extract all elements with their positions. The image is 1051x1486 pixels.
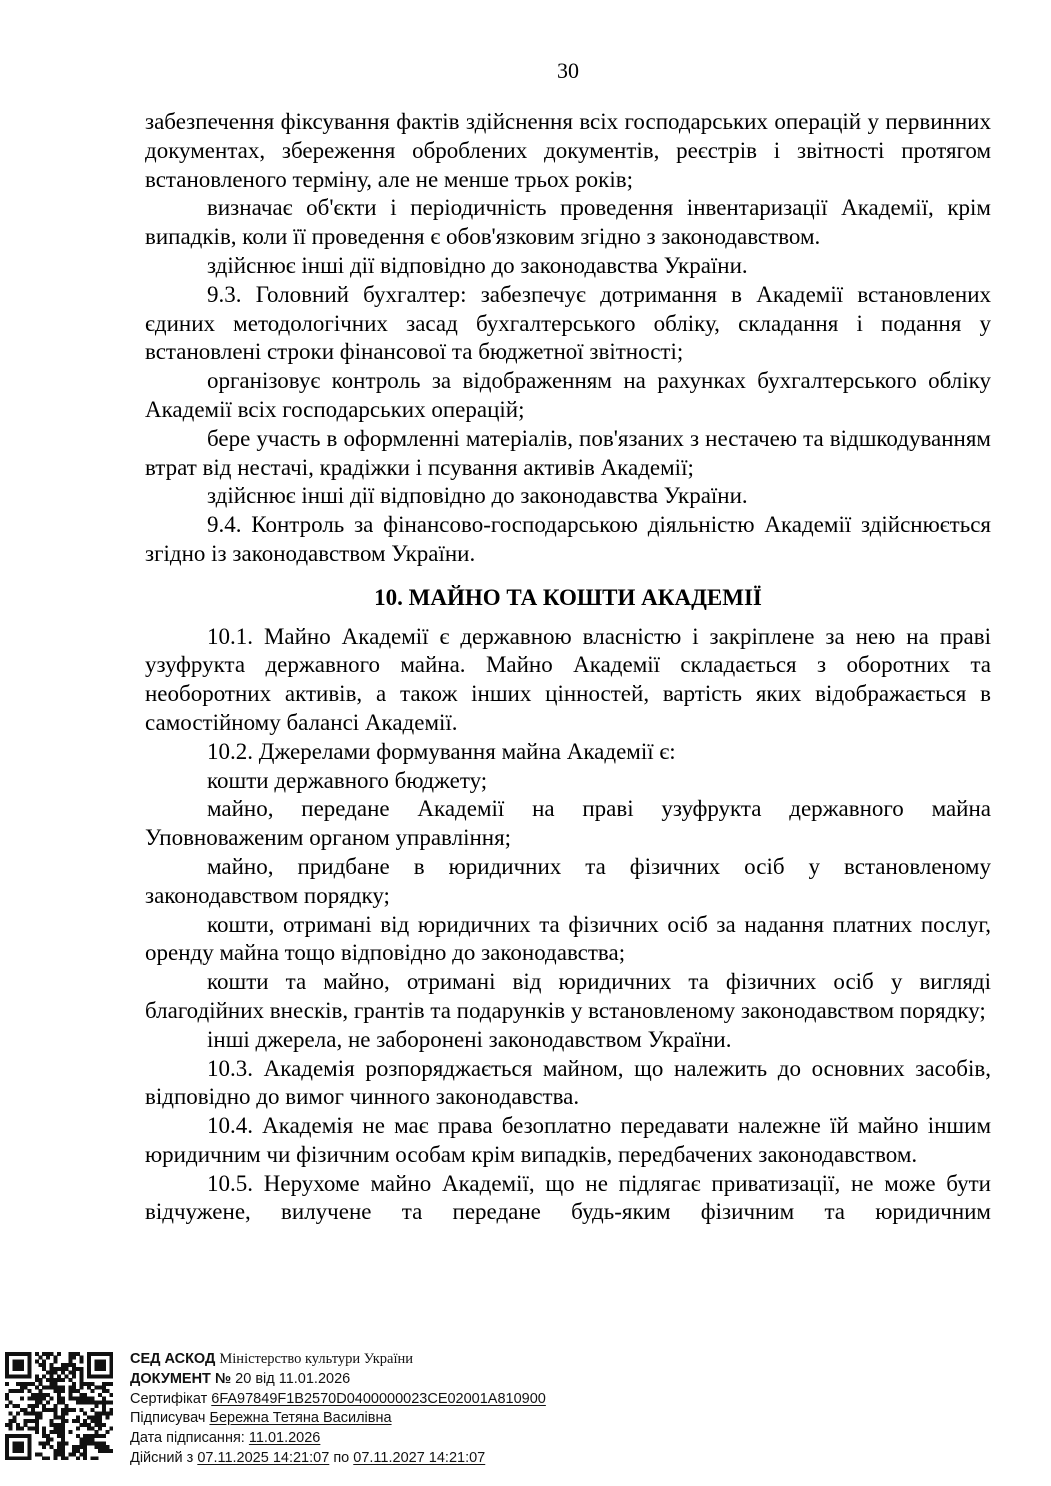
paragraph: кошти державного бюджету;: [207, 767, 488, 793]
signature-document-label: ДОКУМЕНТ №: [130, 1370, 232, 1387]
signature-date-line: [130, 1429, 546, 1449]
signature-date-label: Дата підписання:: [130, 1430, 245, 1447]
signature-signer-label: Підписувач: [130, 1410, 206, 1427]
paragraph: бере участь в оформленні матеріалів, пов'язаних з нестачею та відшкодуванням втрат від нестачі, крадіжки і псування активів Академії;: [145, 425, 991, 480]
signature-valid-from: 07.11.2025 14:21:07: [197, 1449, 330, 1466]
paragraph: організовує контроль за відображенням на рахунках бухгалтерського обліку Академії всіх господарських операцій;: [145, 368, 991, 422]
paragraph: 10.5. Нерухоме майно Академії, що не підлягає приватизації, не може бути відчужене, вилучене та передане будь-яким фізичним та юридичним: [145, 1170, 991, 1225]
paragraph: майно, передане Академії на праві узуфрукта державного майна Уповноваженим органом управління;: [145, 796, 991, 851]
paragraph: майно, придбане в юридичних та фізичних осіб у встановленому законодавством порядку;: [145, 853, 991, 908]
paragraph: 10.4. Академія не має права безоплатно передавати належне їй майно іншим юридичним чи фізичним особам крім випадків, передбачених законодавством.: [145, 1113, 991, 1167]
paragraph: 9.4. Контроль за фінансово-господарською діяльністю Академії здійснюється згідно із законодавством України.: [145, 512, 991, 566]
signature-certificate-value: 6FA97849F1B2570D0400000023CE02001A810900: [211, 1390, 546, 1407]
signature-system-line: [130, 1350, 546, 1370]
paragraph: здійснює інші дії відповідно до законодавства України.: [207, 252, 748, 278]
paragraph: забезпечення фіксування фактів здійснення всіх господарських операцій у первинних документах, збереження оброблених документів, реєстрів і звітності протягом встановленого терміну, але не менше трьох років;: [145, 109, 991, 192]
signature-signer-line: [130, 1409, 546, 1429]
signature-certificate-line: [130, 1390, 546, 1410]
paragraph: кошти, отримані від юридичних та фізичних осіб за надання платних послуг, оренду майна тощо відповідно до законодавства;: [145, 911, 991, 966]
signature-valid-to-label: по: [333, 1449, 350, 1466]
page-number: 30: [557, 58, 579, 83]
signature-block: [130, 1350, 546, 1469]
document-body: [145, 108, 991, 1227]
qr-code: [5, 1352, 113, 1460]
paragraph: 9.3. Головний бухгалтер: забезпечує дотримання в Академії встановлених єдиних методологічних засад бухгалтерського обліку, складання і подання у встановлені строки фінансової та бюджетної звітності;: [145, 281, 991, 365]
paragraph: інші джерела, не заборонені законодавством України.: [207, 1026, 732, 1052]
paragraph: 10.2. Джерелами формування майна Академії є:: [207, 738, 676, 764]
signature-organization: Міністерство культури України: [219, 1351, 414, 1367]
paragraph: кошти та майно, отримані від юридичних та фізичних осіб у вигляді благодійних внесків, грантів та подарунків у встановленому законодавством порядку;: [145, 969, 991, 1023]
signature-validity-line: [130, 1449, 546, 1469]
paragraph: визначає об'єкти і періодичність проведення інвентаризації Академії, крім випадків, коли її проведення є обов'язковим згідно з законодавством.: [145, 195, 991, 250]
signature-valid-label: Дійсний з: [130, 1449, 194, 1466]
signature-certificate-label: Сертифікат: [130, 1390, 208, 1407]
paragraph: здійснює інші дії відповідно до законодавства України.: [207, 483, 748, 509]
signature-document-number: 20 від 11.01.2026: [235, 1370, 351, 1387]
signature-signer-value: Бережна Тетяна Василівна: [209, 1410, 392, 1427]
signature-valid-to: 07.11.2027 14:21:07: [353, 1449, 486, 1466]
paragraph: 10.3. Академія розпоряджається майном, що належить до основних засобів, відповідно до вимог чинного законодавства.: [145, 1055, 991, 1110]
signature-system-label: СЕД АСКОД: [130, 1351, 216, 1367]
paragraph: 10.1. Майно Академії є державною власністю і закріплене за нею на праві узуфрукта державного майна. Майно Академії складається з оборотних та необоротних активів, а також інших цінностей, вартість яких відображається в самостійному балансі Академії.: [145, 623, 991, 735]
section-heading: 10. МАЙНО ТА КОШТИ АКАДЕМІЇ: [374, 584, 762, 610]
signature-date-value: 11.01.2026: [248, 1430, 321, 1447]
signature-document-line: [130, 1370, 546, 1390]
